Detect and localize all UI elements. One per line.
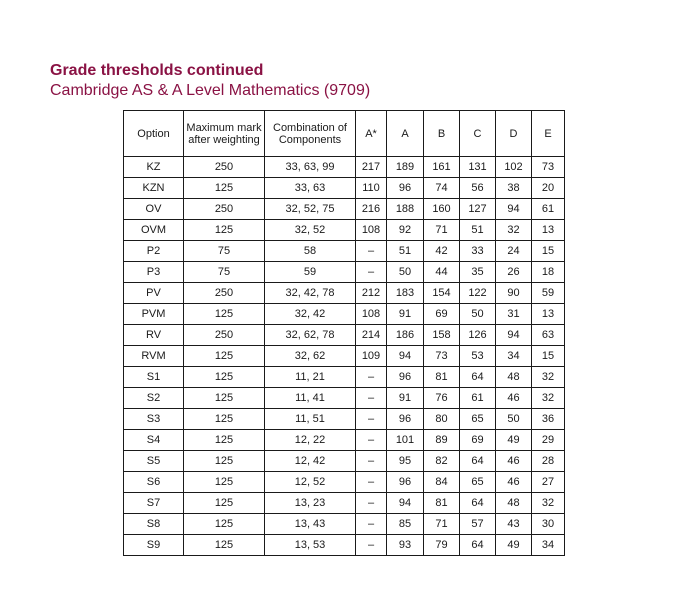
cell-e: 32 (532, 493, 565, 514)
table-row (124, 430, 565, 451)
cell-max-mark: 250 (184, 325, 265, 346)
cell-b: 81 (424, 367, 460, 388)
cell-a: 96 (387, 367, 424, 388)
cell-e: 27 (532, 472, 565, 493)
header-grade-a-star: A* (356, 111, 387, 157)
cell-option: RVM (124, 346, 184, 367)
cell-combination: 32, 42, 78 (265, 283, 356, 304)
cell-c: 64 (460, 535, 496, 556)
cell-d: 34 (496, 346, 532, 367)
cell-e: 30 (532, 514, 565, 535)
cell-option: PVM (124, 304, 184, 325)
cell-c: 51 (460, 220, 496, 241)
cell-d: 102 (496, 157, 532, 178)
cell-d: 26 (496, 262, 532, 283)
cell-a: 92 (387, 220, 424, 241)
cell-option: KZ (124, 157, 184, 178)
cell-combination: 59 (265, 262, 356, 283)
cell-combination: 13, 43 (265, 514, 356, 535)
cell-a-star: – (356, 535, 387, 556)
cell-a: 96 (387, 409, 424, 430)
header-grade-e: E (532, 111, 565, 157)
cell-option: PV (124, 283, 184, 304)
cell-a: 96 (387, 472, 424, 493)
table-row (124, 304, 565, 325)
cell-e: 59 (532, 283, 565, 304)
cell-d: 38 (496, 178, 532, 199)
cell-option: S1 (124, 367, 184, 388)
cell-option: OV (124, 199, 184, 220)
cell-c: 65 (460, 409, 496, 430)
cell-a-star: – (356, 388, 387, 409)
cell-c: 35 (460, 262, 496, 283)
cell-e: 36 (532, 409, 565, 430)
page-title: Grade thresholds continued (50, 62, 264, 79)
cell-max-mark: 250 (184, 199, 265, 220)
header-grade-c: C (460, 111, 496, 157)
cell-e: 29 (532, 430, 565, 451)
cell-a-star: 110 (356, 178, 387, 199)
cell-combination: 32, 42 (265, 304, 356, 325)
table-header-row (124, 111, 565, 157)
cell-c: 50 (460, 304, 496, 325)
cell-a: 188 (387, 199, 424, 220)
cell-b: 160 (424, 199, 460, 220)
cell-d: 46 (496, 388, 532, 409)
cell-b: 79 (424, 535, 460, 556)
cell-c: 69 (460, 430, 496, 451)
table-row (124, 283, 565, 304)
cell-d: 48 (496, 367, 532, 388)
cell-a-star: 108 (356, 220, 387, 241)
cell-combination: 11, 51 (265, 409, 356, 430)
cell-a: 91 (387, 304, 424, 325)
cell-b: 89 (424, 430, 460, 451)
cell-a-star: 212 (356, 283, 387, 304)
cell-b: 161 (424, 157, 460, 178)
cell-b: 80 (424, 409, 460, 430)
cell-a-star: – (356, 241, 387, 262)
cell-a-star: – (356, 367, 387, 388)
cell-option: S4 (124, 430, 184, 451)
cell-max-mark: 250 (184, 157, 265, 178)
table-row (124, 367, 565, 388)
cell-combination: 11, 41 (265, 388, 356, 409)
cell-max-mark: 125 (184, 388, 265, 409)
header-grade-d: D (496, 111, 532, 157)
cell-option: S5 (124, 451, 184, 472)
cell-e: 13 (532, 220, 565, 241)
table-row (124, 262, 565, 283)
cell-a-star: – (356, 451, 387, 472)
cell-option: S9 (124, 535, 184, 556)
cell-combination: 13, 53 (265, 535, 356, 556)
cell-a: 93 (387, 535, 424, 556)
cell-combination: 32, 52, 75 (265, 199, 356, 220)
table-row (124, 514, 565, 535)
cell-d: 46 (496, 472, 532, 493)
cell-a-star: – (356, 262, 387, 283)
header-maximum-mark: Maximum mark after weighting (184, 111, 265, 157)
cell-c: 53 (460, 346, 496, 367)
cell-d: 49 (496, 535, 532, 556)
cell-a-star: 108 (356, 304, 387, 325)
cell-a: 95 (387, 451, 424, 472)
cell-e: 61 (532, 199, 565, 220)
cell-d: 49 (496, 430, 532, 451)
cell-a: 51 (387, 241, 424, 262)
cell-a: 101 (387, 430, 424, 451)
cell-c: 64 (460, 451, 496, 472)
table-row (124, 220, 565, 241)
cell-b: 42 (424, 241, 460, 262)
cell-a-star: – (356, 493, 387, 514)
cell-max-mark: 250 (184, 283, 265, 304)
cell-d: 48 (496, 493, 532, 514)
cell-a: 186 (387, 325, 424, 346)
cell-d: 94 (496, 325, 532, 346)
cell-d: 94 (496, 199, 532, 220)
cell-max-mark: 125 (184, 493, 265, 514)
cell-option: KZN (124, 178, 184, 199)
cell-combination: 32, 52 (265, 220, 356, 241)
cell-b: 73 (424, 346, 460, 367)
cell-a: 91 (387, 388, 424, 409)
cell-b: 76 (424, 388, 460, 409)
cell-d: 43 (496, 514, 532, 535)
table-row (124, 325, 565, 346)
cell-b: 71 (424, 220, 460, 241)
cell-max-mark: 125 (184, 304, 265, 325)
cell-c: 33 (460, 241, 496, 262)
cell-a-star: 109 (356, 346, 387, 367)
cell-max-mark: 125 (184, 409, 265, 430)
cell-a: 96 (387, 178, 424, 199)
cell-e: 20 (532, 178, 565, 199)
cell-e: 32 (532, 388, 565, 409)
header-option: Option (124, 111, 184, 157)
cell-e: 18 (532, 262, 565, 283)
cell-a: 94 (387, 493, 424, 514)
cell-b: 82 (424, 451, 460, 472)
table-row (124, 346, 565, 367)
cell-max-mark: 125 (184, 178, 265, 199)
cell-max-mark: 125 (184, 472, 265, 493)
cell-a-star: 216 (356, 199, 387, 220)
cell-option: S3 (124, 409, 184, 430)
cell-e: 15 (532, 241, 565, 262)
cell-e: 63 (532, 325, 565, 346)
cell-a-star: – (356, 409, 387, 430)
cell-e: 15 (532, 346, 565, 367)
cell-a-star: – (356, 514, 387, 535)
cell-d: 50 (496, 409, 532, 430)
table-row (124, 199, 565, 220)
cell-max-mark: 125 (184, 535, 265, 556)
cell-e: 28 (532, 451, 565, 472)
cell-e: 73 (532, 157, 565, 178)
cell-b: 81 (424, 493, 460, 514)
cell-e: 13 (532, 304, 565, 325)
cell-b: 74 (424, 178, 460, 199)
cell-c: 56 (460, 178, 496, 199)
cell-option: S2 (124, 388, 184, 409)
cell-c: 65 (460, 472, 496, 493)
table-row (124, 451, 565, 472)
grade-thresholds-table (123, 110, 565, 556)
cell-combination: 11, 21 (265, 367, 356, 388)
cell-option: OVM (124, 220, 184, 241)
cell-c: 64 (460, 367, 496, 388)
cell-c: 61 (460, 388, 496, 409)
cell-combination: 58 (265, 241, 356, 262)
cell-max-mark: 125 (184, 514, 265, 535)
cell-b: 84 (424, 472, 460, 493)
cell-max-mark: 125 (184, 220, 265, 241)
cell-a: 183 (387, 283, 424, 304)
cell-a: 189 (387, 157, 424, 178)
cell-combination: 12, 52 (265, 472, 356, 493)
page-subtitle: Cambridge AS & A Level Mathematics (9709) (50, 82, 371, 99)
table-row (124, 157, 565, 178)
cell-max-mark: 125 (184, 346, 265, 367)
cell-b: 71 (424, 514, 460, 535)
cell-d: 90 (496, 283, 532, 304)
cell-c: 131 (460, 157, 496, 178)
cell-e: 34 (532, 535, 565, 556)
cell-max-mark: 75 (184, 262, 265, 283)
table-row (124, 178, 565, 199)
cell-max-mark: 125 (184, 430, 265, 451)
cell-combination: 33, 63 (265, 178, 356, 199)
cell-d: 24 (496, 241, 532, 262)
cell-max-mark: 125 (184, 367, 265, 388)
cell-b: 154 (424, 283, 460, 304)
table-row (124, 241, 565, 262)
cell-d: 46 (496, 451, 532, 472)
cell-a-star: – (356, 472, 387, 493)
cell-b: 158 (424, 325, 460, 346)
cell-max-mark: 75 (184, 241, 265, 262)
table-row (124, 388, 565, 409)
cell-a: 50 (387, 262, 424, 283)
cell-combination: 33, 63, 99 (265, 157, 356, 178)
cell-max-mark: 125 (184, 451, 265, 472)
cell-b: 44 (424, 262, 460, 283)
cell-e: 32 (532, 367, 565, 388)
cell-option: P2 (124, 241, 184, 262)
cell-a: 94 (387, 346, 424, 367)
cell-d: 31 (496, 304, 532, 325)
table-body (124, 157, 565, 556)
cell-option: P3 (124, 262, 184, 283)
header-combination: Combination of Components (265, 111, 356, 157)
cell-combination: 12, 42 (265, 451, 356, 472)
table-row (124, 409, 565, 430)
cell-combination: 32, 62 (265, 346, 356, 367)
cell-a: 85 (387, 514, 424, 535)
header-grade-b: B (424, 111, 460, 157)
cell-option: S6 (124, 472, 184, 493)
table-row (124, 535, 565, 556)
cell-c: 126 (460, 325, 496, 346)
cell-b: 69 (424, 304, 460, 325)
cell-c: 122 (460, 283, 496, 304)
cell-combination: 32, 62, 78 (265, 325, 356, 346)
cell-option: S7 (124, 493, 184, 514)
table-row (124, 493, 565, 514)
table-row (124, 472, 565, 493)
cell-c: 57 (460, 514, 496, 535)
cell-a-star: 214 (356, 325, 387, 346)
cell-option: RV (124, 325, 184, 346)
cell-c: 64 (460, 493, 496, 514)
cell-combination: 13, 23 (265, 493, 356, 514)
cell-a-star: 217 (356, 157, 387, 178)
header-grade-a: A (387, 111, 424, 157)
cell-d: 32 (496, 220, 532, 241)
cell-a-star: – (356, 430, 387, 451)
cell-c: 127 (460, 199, 496, 220)
cell-combination: 12, 22 (265, 430, 356, 451)
cell-option: S8 (124, 514, 184, 535)
